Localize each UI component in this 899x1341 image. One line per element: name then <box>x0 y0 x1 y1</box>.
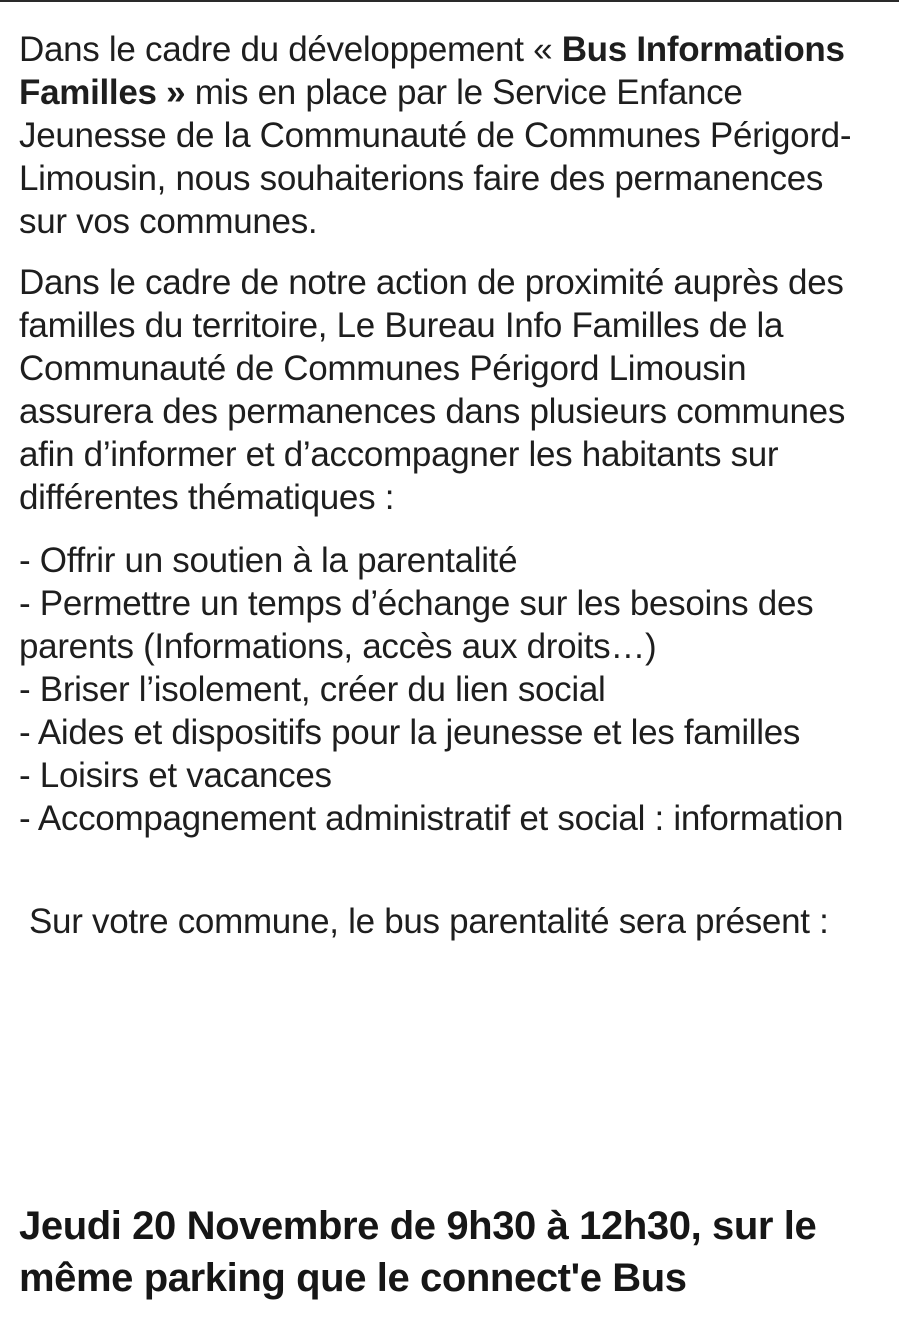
themes-list <box>19 539 879 840</box>
action-paragraph: Dans le cadre de notre action de proximité auprès des familles du territoire, Le Bureau Info Familles de la Communauté de Communes Périgord Limousin assurera des permanences dans plusieurs communes afin d’informer et d’accompagner les habitants sur différentes thématiques : <box>19 263 846 517</box>
theme-item: - Permettre un temps d’échange sur les besoins des parents (Informations, accès aux droits…) <box>19 584 814 666</box>
intro-bold-title: Bus Informations Familles » <box>19 30 845 112</box>
theme-item: - Briser l’isolement, créer du lien social <box>19 670 606 709</box>
intro-paragraph <box>19 28 879 243</box>
top-divider <box>0 0 899 2</box>
date-announcement: Jeudi 20 Novembre de 9h30 à 12h30, sur le même parking que le connect'e Bus <box>19 1204 817 1300</box>
presence-paragraph: Sur votre commune, le bus parentalité sera présent : <box>29 902 829 941</box>
intro-text-end: mis en place par le Service Enfance Jeunesse de la Communauté de Communes Périgord-Limousin, nous souhaiterions faire des permanences sur vos communes. <box>19 73 852 241</box>
post-body <box>19 28 879 943</box>
theme-item: - Offrir un soutien à la parentalité <box>19 541 518 580</box>
theme-item: - Accompagnement administratif et social : information <box>19 799 844 838</box>
theme-item: - Loisirs et vacances <box>19 756 332 795</box>
intro-text-start: Dans le cadre du développement « <box>19 30 562 69</box>
theme-item: - Aides et dispositifs pour la jeunesse et les familles <box>19 713 801 752</box>
